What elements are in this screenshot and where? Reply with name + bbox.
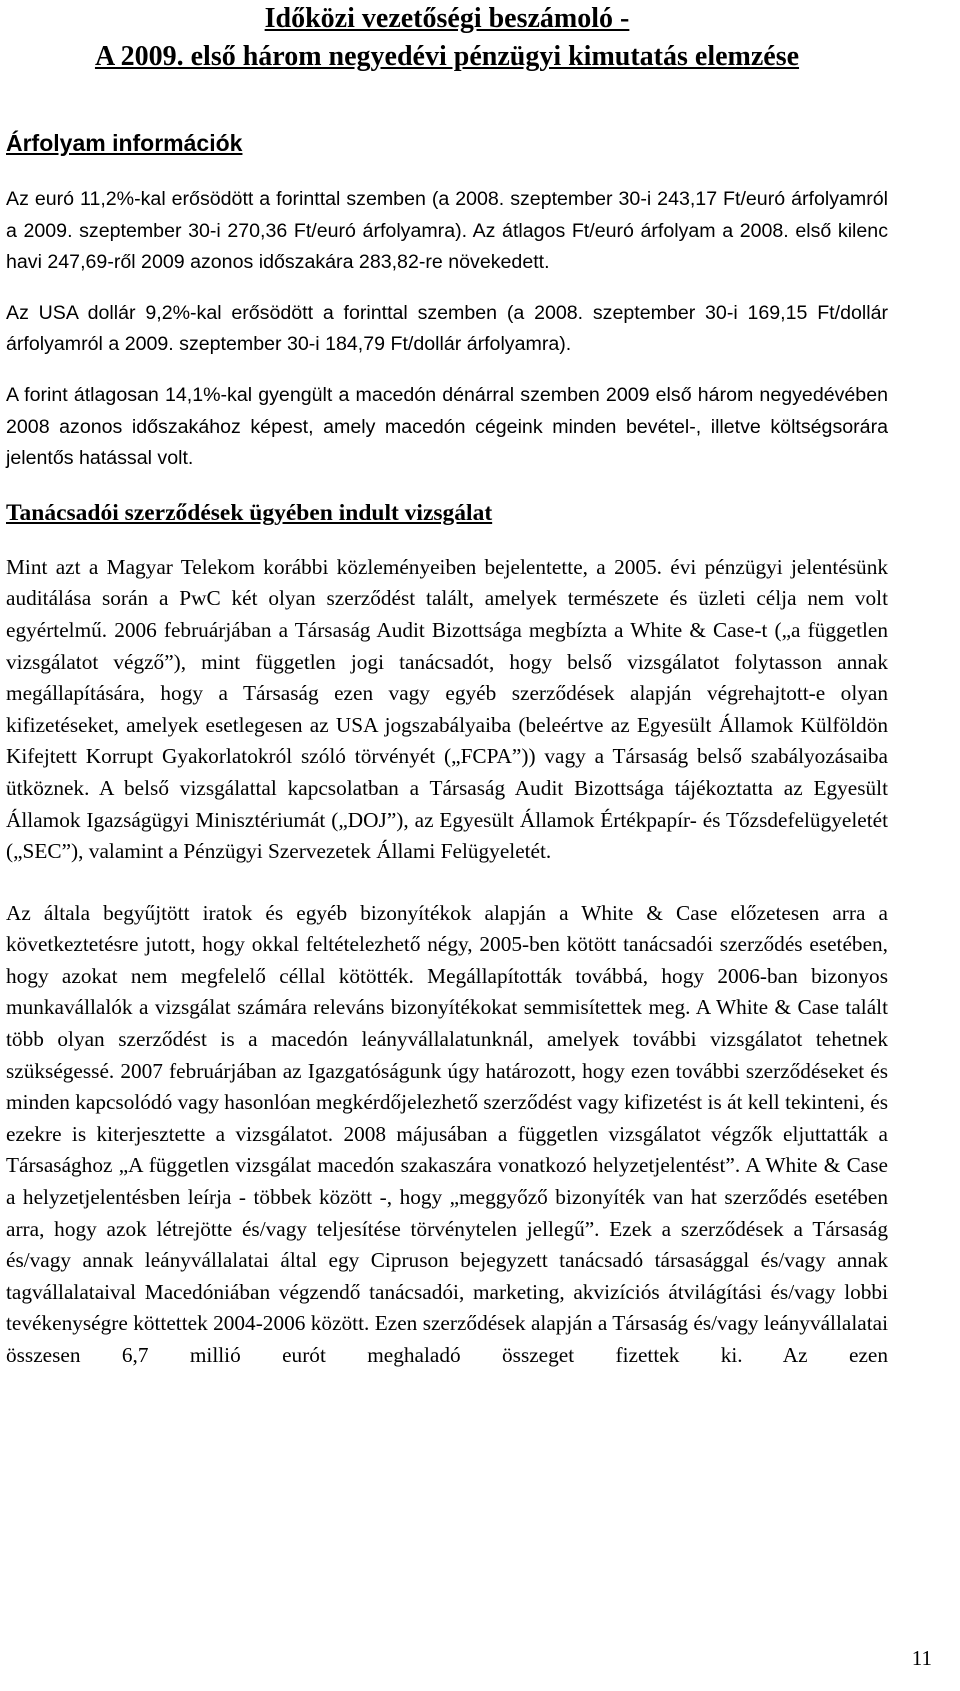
- title-line-2: A 2009. első három negyedévi pénzügyi kimutatás elemzése: [94, 41, 800, 72]
- paragraph-investigation-findings: Az általa begyűjtött iratok és egyéb bizonyítékok alapján a White & Case előzetesen arra a következtetésre jutott, hogy okkal feltételezhető négy, 2005-ben kötött tanácsadói szerződés esetében, hogy azokat nem megfelelő céllal kötötték. Megállapították továbbá, hogy 2006-ban bizonyos munkavállalók a vizsgálat számára releváns bizonyítékokat semmisítettek meg. A White & Case talált több olyan szerződést is a macedón leányvállalatunknál, amelyek további vizsgálatot tehetnek szükségessé. 2007 februárjában az Igazgatóságunk úgy határozott, hogy ezen további szerződéseket és minden kapcsolódó vagy hasonlóan megkérdőjelezhető szerződést vagy kifizetést is át kell tekinteni, és ezekre is kiterjesztette a vizsgálatot. 2008 májusában a független vizsgálatot végzők eljuttatták a Társasághoz „A független vizsgálat macedón szakaszára vonatkozó helyzetjelentést”. A White & Case a helyzetjelentésben leírja - többek között -, hogy „meggyőző bizonyíték van hat szerződés esetében arra, hogy azok létrejötte és/vagy teljesítése törvénytelen jellegű”. Ezek a szerződések a Társaság és/vagy annak leányvállalatai által egy Cipruson bejegyzett tanácsadó társasággal és/vagy annak tagvállalataival Macedóniában végzendő tanácsadói, marketing, akvizíciós átvilágítási és/vagy lobbi tevékenységre köttettek 2004-2006 között. Ezen szerződések alapján a Társaság és/vagy leányvállalatai összesen 6,7 millió eurót meghaladó összeget fizettek ki. Az ezen: [6, 900, 888, 1367]
- document-page: [6, 0, 888, 1372]
- paragraph-investigation-intro: Mint azt a Magyar Telekom korábbi közleményeiben bejelentette, a 2005. évi pénzügyi jelentésünk auditálása során a PwC két olyan szerződést talált, amelyek természete és üzleti célja nem volt egyértelmű. 2006 februárjában a Társaság Audit Bizottsága megbízta a White & Case-t („a független vizsgálatot végző”), mint független jogi tanácsadót, hogy belső vizsgálatot folytasson annak megállapítására, hogy a Társaság ezen vagy egyéb szerződések alapján végrehajtott-e olyan kifizetéseket, amelyek esetlegesen az USA jogszabályaiba (beleértve az Egyesült Államok Külföldön Kifejtett Korrupt Gyakorlatokról szóló törvényét („FCPA”)) vagy a Társaság belső szabályozásaiba ütköznek. A belső vizsgálattal kapcsolatban a Társaság Audit Bizottsága tájékoztatta az Egyesült Államok Igazságügyi Minisztériumát („DOJ”), az Egyesült Államok Értékpapír- és Tőzsdefelügyeletét („SEC”), valamint a Pénzügyi Szervezetek Állami Felügyeletét.: [6, 554, 888, 864]
- paragraph-euro: Az euró 11,2%-kal erősödött a forinttal szemben (a 2008. szeptember 30-i 243,17 Ft/euró árfolyamról a 2009. szeptember 30-i 270,36 Ft/euró árfolyamra). Az átlagos Ft/euró árfolyam a 2008. első kilenc havi 247,69-ről 2009 azonos időszakára 283,82-re növekedett.: [6, 188, 888, 274]
- page-number: 11: [911, 1646, 932, 1670]
- title-line-1: Időközi vezetőségi beszámoló -: [264, 3, 630, 34]
- paragraph-usd: Az USA dollár 9,2%-kal erősödött a forinttal szemben (a 2008. szeptember 30-i 169,15 Ft/dollár árfolyamról a 2009. szeptember 30-i 184,79 Ft/dollár árfolyamra).: [6, 301, 888, 356]
- document-title: [6, 0, 888, 76]
- paragraph-mkd: A forint átlagosan 14,1%-kal gyengült a macedón dénárral szemben 2009 első három negyedévében 2008 azonos időszakához képest, amely macedón cégeink minden bevétel-, illetve költségsorára jelentős hatással volt.: [6, 383, 888, 470]
- section-heading-exchange-rates: Árfolyam információk: [6, 130, 243, 156]
- section-heading-investigation: Tanácsadói szerződések ügyében indult vizsgálat: [6, 499, 493, 526]
